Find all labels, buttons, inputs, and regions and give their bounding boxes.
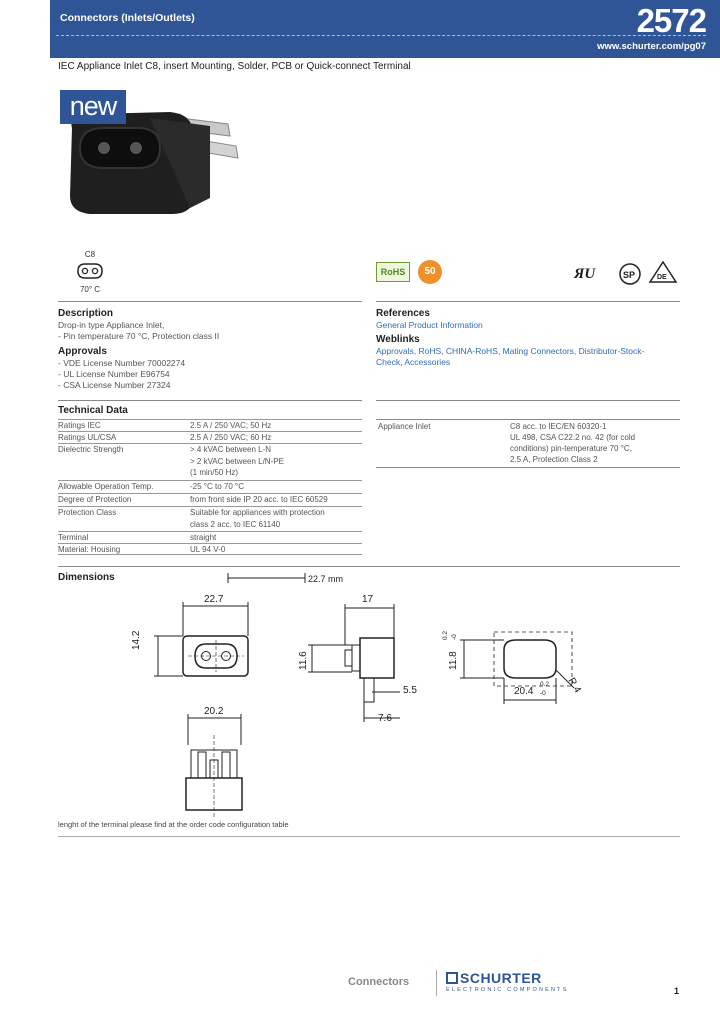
header-url-link[interactable]: www.schurter.com/pg07	[597, 41, 706, 52]
vde-icon	[648, 260, 678, 284]
tech-value-line: Suitable for appliances with protection	[190, 508, 325, 517]
dim-cutout-height-tol-minus: -0	[451, 634, 458, 640]
dim-scale-label: 22.7 mm	[308, 574, 344, 584]
approval-line-3: - CSA License Number 27324	[58, 380, 171, 390]
tech-row	[58, 506, 362, 530]
tech-value-line: > 4 kVAC between L-N	[190, 445, 272, 454]
svg-text:SP: SP	[623, 270, 636, 280]
svg-text:DE: DE	[657, 274, 667, 281]
ul-recognized-icon	[572, 263, 608, 283]
appliance-inlet-line-1: C8 acc. to IEC/EN 60320-1	[510, 422, 607, 431]
brand-s-icon	[446, 972, 458, 984]
divider-right-bottom	[376, 467, 680, 468]
header-bar	[50, 0, 720, 58]
tech-value: from front side IP 20 acc. to IEC 60529	[190, 495, 328, 504]
c8-temp: 70° C	[79, 285, 101, 294]
tech-key: Allowable Operation Temp.	[58, 482, 154, 491]
divider-mid-right	[376, 400, 680, 401]
tech-value	[190, 444, 362, 479]
terminal-note: lenght of the terminal please find at the order code configuration table	[58, 820, 289, 829]
divider-mid	[58, 400, 362, 401]
dim-cutout-width-tol-minus: -0	[540, 690, 546, 697]
approvals-title: Approvals	[58, 346, 107, 357]
tech-value-line: (1 min/50 Hz)	[190, 468, 239, 477]
tech-value: -25 °C to 70 °C	[190, 482, 244, 491]
weblinks-title: Weblinks	[376, 334, 420, 345]
approval-line-1: - VDE License Number 70002274	[58, 358, 186, 368]
dim-height-side: 11.6	[298, 651, 309, 670]
rohs-label: RoHS	[380, 267, 406, 277]
tech-value-line: > 2 kVAC between L/N-PE	[190, 456, 284, 466]
dim-cutout-width: 20.4	[514, 686, 534, 697]
dimension-drawings	[0, 560, 720, 820]
appliance-inlet-line-2: UL 498, CSA C22.2 no. 42 (for cold	[510, 433, 636, 442]
description-line-2: - Pin temperature 70 °C, Protection class II	[58, 331, 220, 341]
tech-key: Ratings UL/CSA	[58, 433, 117, 442]
description-line-1: Drop-in type Appliance Inlet,	[58, 320, 165, 330]
dim-cutout-width-tol: 0.2	[540, 681, 550, 688]
technical-title: Technical Data	[58, 405, 128, 416]
brand-subtitle: ELECTRONIC COMPONENTS	[446, 987, 569, 993]
references-title: References	[376, 308, 430, 319]
fifty-year-icon	[418, 260, 442, 284]
tech-value: straight	[190, 533, 217, 542]
tech-value: UL 94 V-0	[190, 545, 226, 554]
divider-top-right	[376, 301, 680, 302]
dim-pin-7-6: 7.6	[378, 713, 392, 724]
dimensions-title: Dimensions	[58, 572, 115, 583]
dim-cutout-height: 11.8	[448, 651, 459, 670]
divider-top	[58, 301, 362, 302]
tech-key: Terminal	[58, 533, 89, 542]
dim-depth-side: 17	[362, 594, 374, 605]
fifty-label: 50	[424, 266, 436, 277]
appliance-inlet-key: Appliance Inlet	[378, 422, 431, 431]
appliance-inlet-line-4: 2.5 A, Protection Class 2	[510, 455, 598, 464]
tech-row	[58, 531, 362, 543]
divider-right-top	[376, 419, 680, 420]
page-number: 1	[674, 986, 680, 996]
description-title: Description	[58, 308, 114, 319]
tech-key: Degree of Protection	[58, 495, 132, 504]
tech-key: Material: Housing	[58, 545, 121, 554]
tech-value: 2.5 A / 250 VAC; 50 Hz	[190, 421, 272, 430]
dim-radius: R 4	[565, 676, 583, 695]
brand-name	[446, 970, 569, 986]
approval-line-2: - UL License Number E96754	[58, 369, 170, 379]
weblinks-line-1[interactable]: Approvals, RoHS, CHINA-RoHS, Mating Connectors, Distributor-Stock-	[376, 346, 645, 356]
tech-value: 2.5 A / 250 VAC; 60 Hz	[190, 433, 272, 442]
tech-value-line: class 2 acc. to IEC 61140	[190, 519, 281, 529]
tech-row	[58, 480, 362, 492]
c8-label: C8	[84, 250, 96, 259]
category-title: Connectors (Inlets/Outlets)	[60, 12, 195, 24]
header-divider	[56, 35, 706, 36]
csa-icon	[618, 262, 642, 286]
rohs-icon	[376, 262, 410, 282]
appliance-inlet-line-3: conditions) pin-temperature 70 °C,	[510, 444, 632, 453]
tech-key: Ratings IEC	[58, 421, 101, 430]
divider-bottom	[58, 836, 680, 837]
dim-cutout-height-tol: 0.2	[442, 630, 449, 640]
tech-key: Dielectric Strength	[58, 445, 124, 454]
svg-text:ЯU: ЯU	[574, 266, 596, 282]
dim-pin-5-5: 5.5	[403, 685, 417, 696]
c8-connector-icon	[72, 262, 108, 280]
dim-width-bottom: 20.2	[204, 706, 224, 717]
footer-category: Connectors	[348, 976, 410, 988]
tech-row	[58, 443, 362, 479]
general-info-link[interactable]: General Product Information	[376, 320, 483, 330]
footer-separator	[436, 970, 437, 996]
tech-row	[58, 431, 362, 443]
weblinks-line-2[interactable]: Check, Accessories	[376, 357, 451, 367]
tech-row	[58, 419, 362, 431]
brand-name-text: SCHURTER	[460, 970, 542, 986]
dim-height-front: 14.2	[131, 630, 142, 650]
series-number: 2572	[636, 2, 706, 39]
tech-row	[58, 543, 362, 555]
tech-row	[58, 493, 362, 505]
c8-symbol	[70, 250, 110, 294]
new-badge: new	[60, 90, 126, 124]
tech-key: Protection Class	[58, 508, 117, 517]
tech-value	[190, 507, 362, 530]
product-subtitle: IEC Appliance Inlet C8, insert Mounting, Solder, PCB or Quick-connect Terminal	[58, 61, 411, 72]
schurter-logo	[446, 970, 569, 993]
dim-width-front: 22.7	[204, 594, 224, 605]
